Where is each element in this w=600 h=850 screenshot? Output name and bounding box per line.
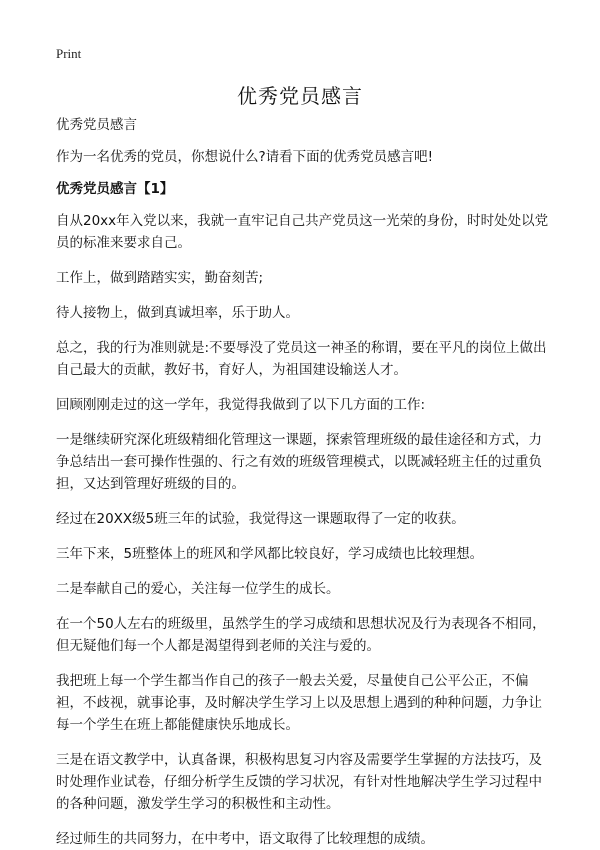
body-paragraph: 待人接物上，做到真诚坦率，乐于助人。 bbox=[56, 305, 299, 321]
print-link[interactable]: Print bbox=[56, 46, 82, 61]
body-paragraph: 三是在语文教学中，认真备课，积极构思复习内容及需要学生掌握的方法技巧，及时处理作业试卷，仔细分析学生反馈的学习状况，有针对性地解决学生学习过程中的各种问题，激发学生学习的积极性和主动性。 bbox=[56, 752, 542, 812]
page-title: 优秀党员感言 bbox=[237, 84, 363, 108]
body-paragraph: 经过在20XX级5班三年的试验，我觉得这一课题取得了一定的收获。 bbox=[56, 511, 465, 527]
body-paragraph: 回顾刚刚走过的这一学年，我觉得我做到了以下几方面的工作: bbox=[56, 397, 426, 413]
body-paragraph: 工作上，做到踏踏实实，勤奋刻苦; bbox=[56, 270, 264, 286]
intro-paragraph: 作为一名优秀的党员，你想说什么?请看下面的优秀党员感言吧! bbox=[56, 149, 434, 165]
body-paragraph: 二是奉献自己的爱心，关注每一位学生的成长。 bbox=[56, 581, 340, 597]
intro-heading: 优秀党员感言 bbox=[56, 117, 137, 133]
body-paragraph: 我把班上每一个学生都当作自己的孩子一般去关爱，尽量使自己公平公正，不偏袒，不歧视，就事论事，及时解决学生学习上以及思想上遇到的种种问题，力争让每一个学生在班上都能健康快乐地成长。 bbox=[56, 673, 542, 733]
body-paragraph: 经过师生的共同努力，在中考中，语文取得了比较理想的成绩。 bbox=[56, 831, 434, 847]
body-paragraph: 一是继续研究深化班级精细化管理这一课题，探索管理班级的最佳途径和方式，力争总结出一套可操作性强的、行之有效的班级管理模式，以既减轻班主任的过重负担，又达到管理好班级的目的。 bbox=[56, 432, 542, 492]
body-paragraph: 自从20xx年入党以来，我就一直牢记自己共产党员这一光荣的身份，时时处处以党员的标准来要求自己。 bbox=[56, 213, 549, 251]
body-paragraph: 三年下来，5班整体上的班风和学风都比较良好，学习成绩也比较理想。 bbox=[56, 546, 484, 562]
body-paragraph: 在一个50人左右的班级里，虽然学生的学习成绩和思想状况及行为表现各不相同，但无疑他们每一个人都是渴望得到老师的关注与爱的。 bbox=[56, 616, 546, 654]
body-paragraph: 总之，我的行为准则就是:不要辱没了党员这一神圣的称谓，要在平凡的岗位上做出自己最大的贡献，教好书，育好人，为祖国建设输送人才。 bbox=[56, 340, 547, 378]
section-heading: 优秀党员感言【1】 bbox=[56, 181, 174, 197]
document-body bbox=[56, 114, 550, 850]
